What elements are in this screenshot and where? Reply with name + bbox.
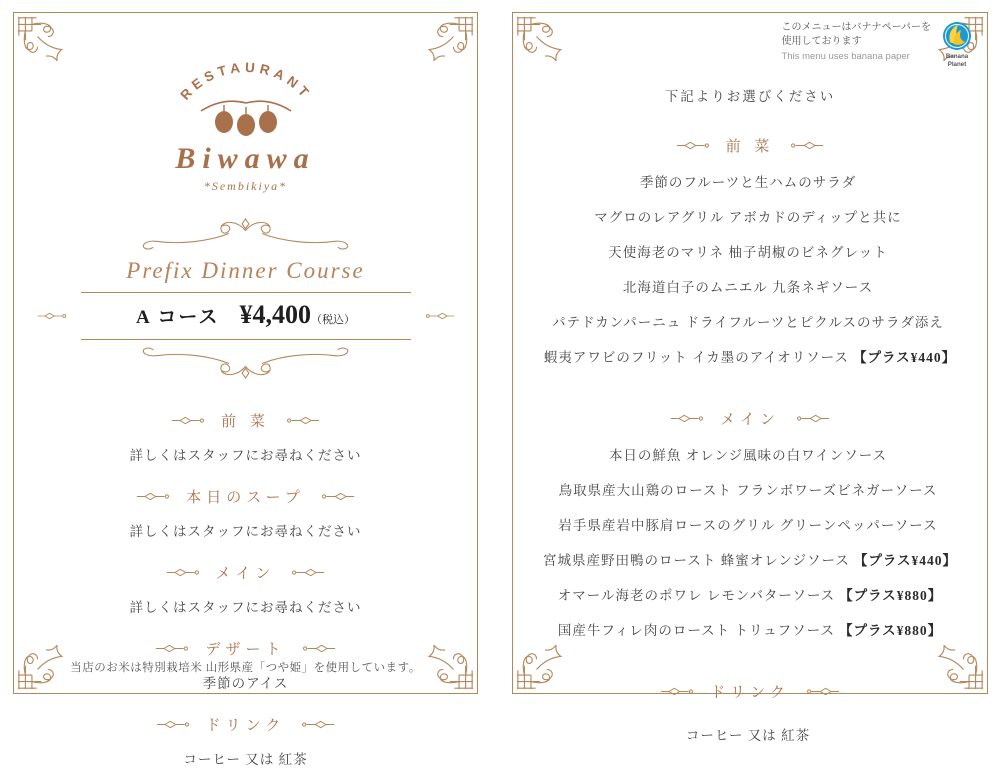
menu-item-text: 季節のアイス	[202, 676, 289, 691]
corner-ornament-icon	[418, 16, 474, 72]
heading-ornament-icon	[676, 140, 710, 151]
banana-planet-logo	[939, 21, 975, 74]
menu-item-price: 【プラス¥440】	[853, 350, 957, 365]
menu-section	[513, 408, 987, 639]
section-heading-label: メイン	[720, 412, 780, 428]
menu-item-text: 蝦夷アワビのフリット イカ墨のアイオリソース	[543, 350, 849, 365]
logo-subname: *Sembikiya*	[203, 179, 288, 193]
corner-ornament-icon	[928, 634, 984, 690]
menu-item-text: 季節のフルーツと生ハムのサラダ	[639, 175, 857, 190]
menu-item	[513, 276, 987, 296]
menu-item-price: 【プラス¥880】	[838, 623, 943, 638]
menu-item	[14, 444, 477, 464]
menu-item	[513, 171, 987, 191]
section-heading-label: ドリンク	[710, 685, 790, 701]
course-price-row	[14, 292, 477, 340]
menu-item	[513, 206, 987, 226]
heading-ornament-icon	[136, 491, 170, 502]
heading-ornament-icon	[806, 686, 840, 697]
menu-item-text: コーヒー 又は 紅茶	[685, 728, 811, 743]
heading-ornament-icon	[166, 567, 200, 578]
menu-item-text: マグロのレアグリル アボカドのディップと共に	[594, 210, 902, 225]
section-heading	[513, 681, 987, 702]
banana-logo-text-line2: Planet	[947, 61, 967, 68]
footer-note: 当店のお米は特別栽培米 山形県産「つや姫」を使用しています。	[70, 662, 421, 674]
menu-item-text: 鳥取県産大山鶏のロースト フランボワーズビネガーソース	[558, 483, 938, 498]
heading-ornament-icon	[425, 311, 455, 321]
menu-section	[14, 562, 477, 616]
menu-item-price: 【プラス¥440】	[853, 553, 957, 568]
logo-name: Biwawa	[175, 142, 316, 175]
heading-ornament-icon	[291, 567, 325, 578]
heading-ornament-icon	[670, 413, 704, 424]
menu-item	[513, 311, 987, 331]
banana-note-jp-line2: 使用しております	[781, 36, 862, 47]
menu-item	[513, 514, 987, 534]
section-heading	[14, 486, 477, 507]
menu-item	[513, 724, 987, 744]
menu-item-text: 北海道白子のムニエル 九条ネギソース	[622, 280, 874, 295]
menu-section	[513, 135, 987, 366]
banana-note-jp-line1: このメニューはバナナペーパーを	[781, 22, 931, 33]
heading-ornament-icon	[155, 643, 189, 654]
section-heading-label: ドリンク	[205, 718, 286, 734]
section-heading-label: デザート	[205, 642, 286, 658]
corner-ornament-icon	[516, 16, 572, 72]
menu-item-text: 詳しくはスタッフにお尋ねください	[129, 600, 362, 615]
menu-item-text: 詳しくはスタッフにお尋ねください	[129, 524, 362, 539]
section-heading-label: 前 菜	[221, 414, 270, 430]
menu-item	[14, 596, 477, 616]
heading-ornament-icon	[660, 686, 694, 697]
menu-item	[14, 748, 477, 768]
logo-arc-text: RESTAURANT	[176, 59, 315, 103]
section-heading	[14, 562, 477, 583]
menu-item	[14, 672, 477, 692]
menu-item-text: 天使海老のマリネ 柚子胡椒のビネグレット	[608, 245, 888, 260]
heading-ornament-icon	[796, 413, 830, 424]
menu-section	[513, 681, 987, 744]
section-heading	[14, 714, 477, 735]
banana-paper-note	[782, 21, 976, 74]
menu-item	[513, 479, 987, 499]
menu-item	[513, 346, 987, 366]
section-heading-label: 本日のスープ	[186, 490, 305, 506]
corner-ornament-icon	[17, 16, 73, 72]
menu-item-text: パテドカンパーニュ ドライフルーツとピクルスのサラダ添え	[552, 315, 944, 330]
heading-ornament-icon	[790, 140, 824, 151]
menu-section	[14, 714, 477, 768]
section-heading-label: メイン	[215, 566, 276, 582]
menu-item	[513, 549, 987, 569]
menu-item-text: コーヒー 又は 紅茶	[183, 752, 308, 767]
section-heading-label: 前 菜	[725, 139, 775, 155]
svg-text:RESTAURANT	[177, 60, 314, 103]
section-heading	[14, 410, 477, 431]
menu-item	[513, 619, 987, 639]
section-heading	[14, 638, 477, 659]
heading-ornament-icon	[37, 311, 67, 321]
menu-item-text: 詳しくはスタッフにお尋ねください	[129, 448, 362, 463]
course-title: Prefix Dinner Course	[126, 258, 365, 283]
flourish-icon	[128, 344, 363, 379]
course-price: ¥4,400	[239, 300, 311, 329]
menu-item-text: オマール海老のポワレ レモンバターソース	[557, 588, 836, 603]
heading-ornament-icon	[321, 491, 355, 502]
menu-item	[513, 241, 987, 261]
menu-section	[14, 486, 477, 540]
menu-item	[14, 520, 477, 540]
heading-ornament-icon	[301, 719, 335, 730]
heading-ornament-icon	[286, 415, 320, 426]
section-heading	[513, 408, 987, 429]
menu-item-text: 国産牛フィレ肉のロースト トリュフソース	[557, 623, 835, 638]
heading-ornament-icon	[302, 643, 336, 654]
banana-logo-icon	[939, 21, 975, 69]
menu-item	[513, 444, 987, 464]
section-heading	[513, 135, 987, 156]
heading-ornament-icon	[171, 415, 205, 426]
menu-item-text: 本日の鮮魚 オレンジ風味の白ワインソース	[608, 448, 888, 463]
menu-item-text: 岩手県産岩中豚肩ロースのグリル グリーンペッパーソース	[558, 518, 938, 533]
intro-text: 下記よりお選びください	[664, 89, 836, 104]
logo-fruits-icon	[151, 49, 341, 141]
banana-note-en-line: This menu uses banana paper	[781, 51, 910, 62]
menu-section	[14, 410, 477, 464]
left-menu-page	[13, 12, 478, 767]
menu-item	[513, 584, 987, 604]
menu-item-text: 宮城県産野田鴨のロースト 蜂蜜オレンジソース	[543, 553, 850, 568]
course-name: A コース	[136, 307, 220, 328]
corner-ornament-icon	[516, 634, 572, 690]
flourish-icon	[128, 218, 363, 253]
restaurant-logo	[14, 49, 477, 194]
banana-logo-text-line1: Banana	[945, 53, 969, 60]
heading-ornament-icon	[156, 719, 190, 730]
menu-item-price: 【プラス¥880】	[839, 588, 943, 603]
course-tax-note: （税込）	[310, 314, 355, 326]
right-menu-page	[512, 12, 988, 743]
